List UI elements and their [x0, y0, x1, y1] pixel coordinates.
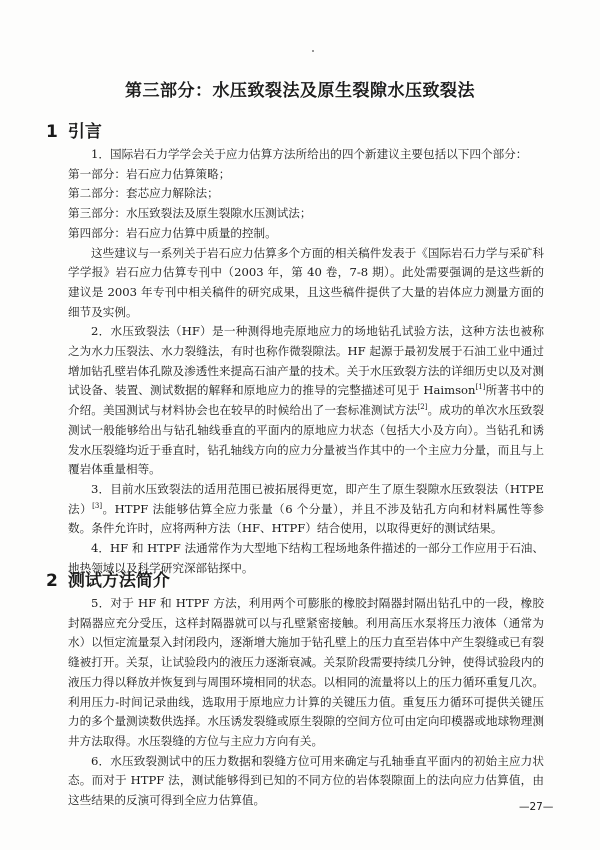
paragraph-2-text: 所著书中的介绍。美国测试与材料协会也在较早的时候给出了一套标准测试方法	[68, 383, 544, 418]
paragraph-3	[68, 480, 544, 539]
scan-speck	[312, 50, 314, 52]
citation-ref: [3]	[92, 501, 103, 510]
section-title: 引言	[67, 122, 102, 142]
section-number: 2	[46, 571, 58, 591]
part-list-item: 第一部分：岩石应力估算策略；	[68, 166, 231, 181]
section-number: 1	[46, 122, 58, 142]
methods-section-body	[68, 594, 544, 811]
paragraph-1-lead: 1．国际岩石力学学会关于应力估算方法所给出的四个新建议主要包括以下四个部分：	[91, 147, 528, 161]
section-heading-intro	[46, 117, 102, 142]
paragraph-2-text: 。成功的单次水压致裂测试一般能够给出与钻孔轴线垂直的平面内的原地应力状态（包括大小及方向）。当钻孔和诱发水压裂缝均近于垂直时，钻孔轴线方向的应力分量被当作其中的一个主应力分量，而且与上覆岩体重量相等。	[68, 403, 544, 477]
citation-ref: [2]	[417, 403, 428, 412]
intro-section-body	[68, 145, 544, 578]
page-number: —27—	[519, 801, 554, 813]
part-list-item: 第四部分：岩石应力估算中质量的控制。	[68, 225, 277, 240]
part-list-item: 第二部分：套芯应力解除法；	[68, 186, 219, 201]
page-title: 第三部分：水压致裂法及原生裂隙水压致裂法	[125, 81, 475, 101]
paragraph-6: 6．水压致裂测试中的压力数据和裂缝方位可用来确定与孔轴垂直平面内的初始主应力状态。而对于 HTPF 法，测试能够得到已知的不同方位的岩体裂隙面上的法向应力估算值，由这些结果的反演可得到全应力估算值。	[68, 753, 544, 808]
part-list-item: 第三部分：水压致裂法及原生裂隙水压测试法；	[68, 206, 312, 221]
section-title: 测试方法简介	[67, 571, 170, 591]
paragraph-3-text: 。HTPF 法能够估算全应力张量（6 个分量），并且不涉及钻孔方向和材料属性等参数。条件允许时，应将两种方法（HF、HTPF）结合使用，以取得更好的测试结果。	[68, 501, 544, 536]
citation-ref: [1]	[475, 383, 486, 392]
paragraph-1-tail: 这些建议与一系列关于岩石应力估算多个方面的相关稿件发表于《国际岩石力学与采矿科学学报》岩石应力估算专刊中（2003 年，第 40 卷，7-8 期）。此处需要强调的是这些新的建议是 2003 年专刊中相关稿件的研究成果，且这些稿件提供了大量的岩体应力测量方面的细节及实例。	[68, 245, 544, 319]
paragraph-4: 4．HF 和 HTPF 法通常作为大型地下结构工程场地条件描述的一部分工作应用于石油、地热领域以及科学研究深部钻探中。	[68, 541, 544, 575]
paragraph-3-text: 3．目前水压致裂法的适用范围已被拓展得更宽，即产生了原生裂隙水压致裂法（HTPE 法）	[68, 481, 544, 516]
paragraph-2	[68, 322, 544, 480]
paragraph-2-text: 2．水压致裂法（HF）是一种测得地壳原地应力的场地钻孔试验方法，这种方法也被称之为水力压裂法、水力裂缝法，有时也称作微裂隙法。HF 起源于最初发展于石油工业中通过增加钻孔壁岩体孔隙及渗透性来提高石油产量的技术。关于水压致裂方法的详细历史以及对测试设备、装置、测试数据的解释和原地应力的推导的完整描述可见于 Haimson	[68, 324, 544, 398]
section-heading-methods	[46, 566, 170, 591]
paragraph-5: 5．对于 HF 和 HTPF 方法，利用两个可膨胀的橡胶封隔器封隔出钻孔中的一段，橡胶封隔器应充分受压，这样封隔器就可以与孔壁紧密接触。利用高压水泵将压力液体（通常为水）以恒定流量泵入封闭段内，逐渐增大施加于钻孔壁上的压力直至岩体中产生裂缝或已有裂缝被打开。关泵，让试验段内的液压力逐渐衰减。关泵阶段需要持续几分钟，使得试验段内的液压力得以释放并恢复到与周围环境相同的状态。以相同的流量将以上的压力循环重复几次。利用压力-时间记录曲线，选取用于原地应力计算的关键压力值。重复压力循环可提供关键压力的多个量测读数供选择。水压诱发裂缝或原生裂隙的空间方位可由定向印模器或地球物理测井方法取得。水压裂缝的方位与主应力方向有关。	[68, 596, 544, 748]
